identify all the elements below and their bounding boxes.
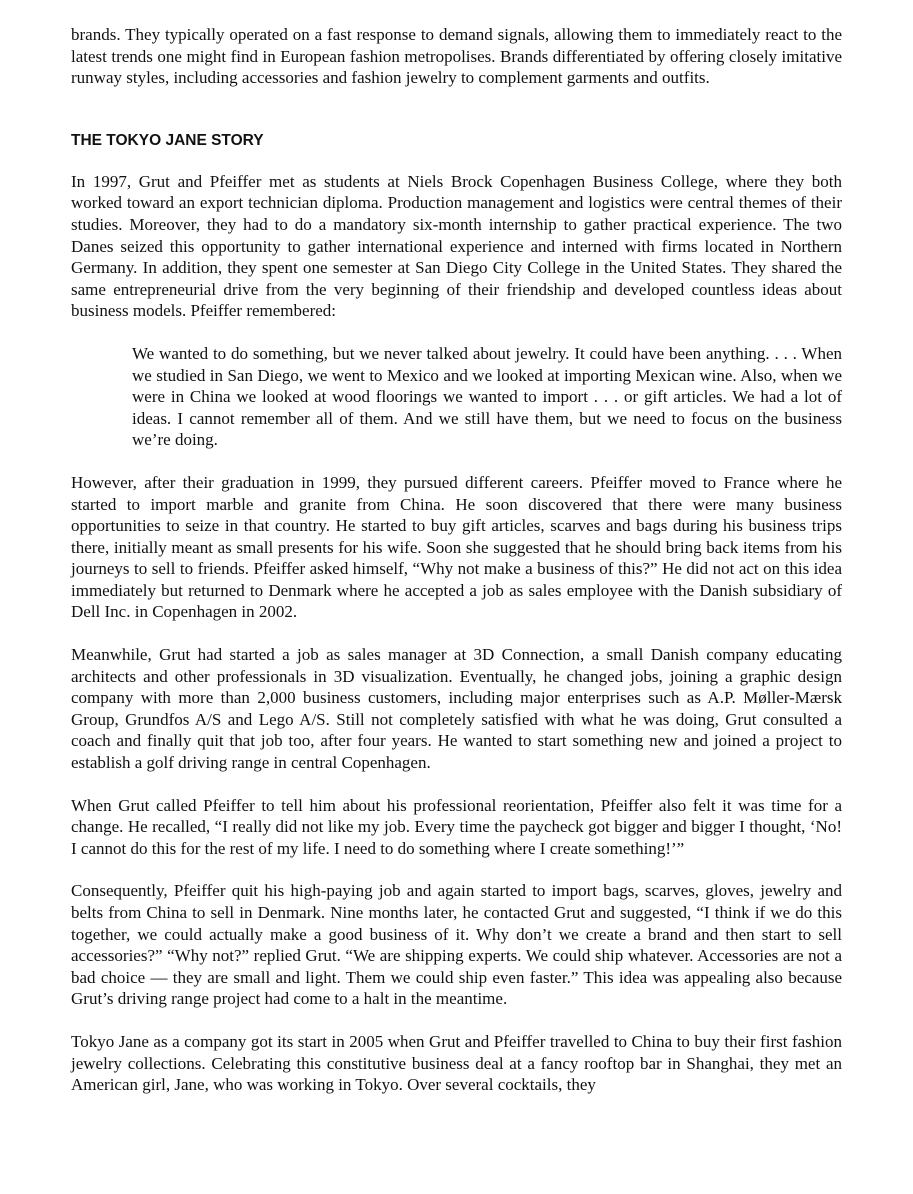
section-heading: THE TOKYO JANE STORY: [71, 131, 264, 149]
intro-paragraph: brands. They typically operated on a fast response to demand signals, allowing them to immediately react to the latest trends one might find in European fashion metropolises. Brands differentiated by offering closely imitative runway styles, including accessories and fashion jewelry to complement garments and outfits.: [71, 25, 842, 88]
document-page: [71, 24, 842, 1117]
paragraph-founders-meeting: In 1997, Grut and Pfeiffer met as students at Niels Brock Copenhagen Business College, where they both worked toward an export technician diploma. Production management and logistics were central themes of their studies. Moreover, they had to do a mandatory six-month internship to gather practical experience. The two Danes seized this opportunity to gather international experience and interned with firms located in Northern Germany. In addition, they spent one semester at San Diego City College in the United States. They shared the same entrepreneurial drive from the very beginning of their friendship and developed countless ideas about business models. Pfeiffer remembered:: [71, 171, 842, 321]
paragraph-reorientation: When Grut called Pfeiffer to tell him about his professional reorientation, Pfeiffer also felt it was time for a change. He recalled, “I really did not like my job. Every time the paycheck got bigger and bigger I thought, ‘No! I cannot do this for the rest of my life. I need to do something where I create something!’”: [71, 795, 842, 858]
paragraph-different-careers: However, after their graduation in 1999, they pursued different careers. Pfeiffer moved to France where he started to import marble and granite from China. He soon discovered that there were many business opportunities to seize in that country. He started to buy gift articles, scarves and bags during his business trips there, initially meant as small presents for his wife. Soon she suggested that he should bring back items from his journeys to sell to friends. Pfeiffer asked himself, “Why not make a business of this?” He did not act on this idea immediately but returned to Denmark where he accepted a job as sales employee with the Danish subsidiary of Dell Inc. in Copenhagen in 2002.: [71, 472, 842, 622]
paragraph-partnership: Consequently, Pfeiffer quit his high-paying job and again started to import bags, scarves, gloves, jewelry and belts from China to sell in Denmark. Nine months later, he contacted Grut and suggested, “I think if we do this together, we could actually make a good business of it. Why don’t we create a brand and then start to sell accessories?” “Why not?” replied Grut. “We are shipping experts. We could ship whatever. Accessories are not a bad choice — they are small and light. Them we could ship even faster.” This idea was appealing also because Grut’s driving range project had come to a halt in the meantime.: [71, 881, 842, 1009]
paragraph-company-start: Tokyo Jane as a company got its start in 2005 when Grut and Pfeiffer travelled to China to buy their first fashion jewelry collections. Celebrating this constitutive business deal at a fancy rooftop bar in Shanghai, they met an American girl, Jane, who was working in Tokyo. Over several cocktails, they: [71, 1031, 842, 1095]
block-quote-pfeiffer: We wanted to do something, but we never talked about jewelry. It could have been anything. . . . When we studied in San Diego, we went to Mexico and we looked at importing Mexican wine. Also, when we were in China we looked at wood floorings we wanted to import . . . or gift articles. We had a lot of ideas. I cannot remember all of them. And we still have them, but we need to focus on the business we’re doing.: [132, 343, 842, 450]
paragraph-grut-career: Meanwhile, Grut had started a job as sales manager at 3D Connection, a small Danish company educating architects and other professionals in 3D visualization. Eventually, he changed jobs, joining a graphic design company with more than 2,000 business customers, including major enterprises such as A.P. Møller-Mærsk Group, Grundfos A/S and Lego A/S. Still not completely satisfied with what he was doing, Grut consulted a coach and finally quit that job too, after four years. He wanted to start something new and joined a project to establish a golf driving range in central Copenhagen.: [71, 645, 842, 773]
